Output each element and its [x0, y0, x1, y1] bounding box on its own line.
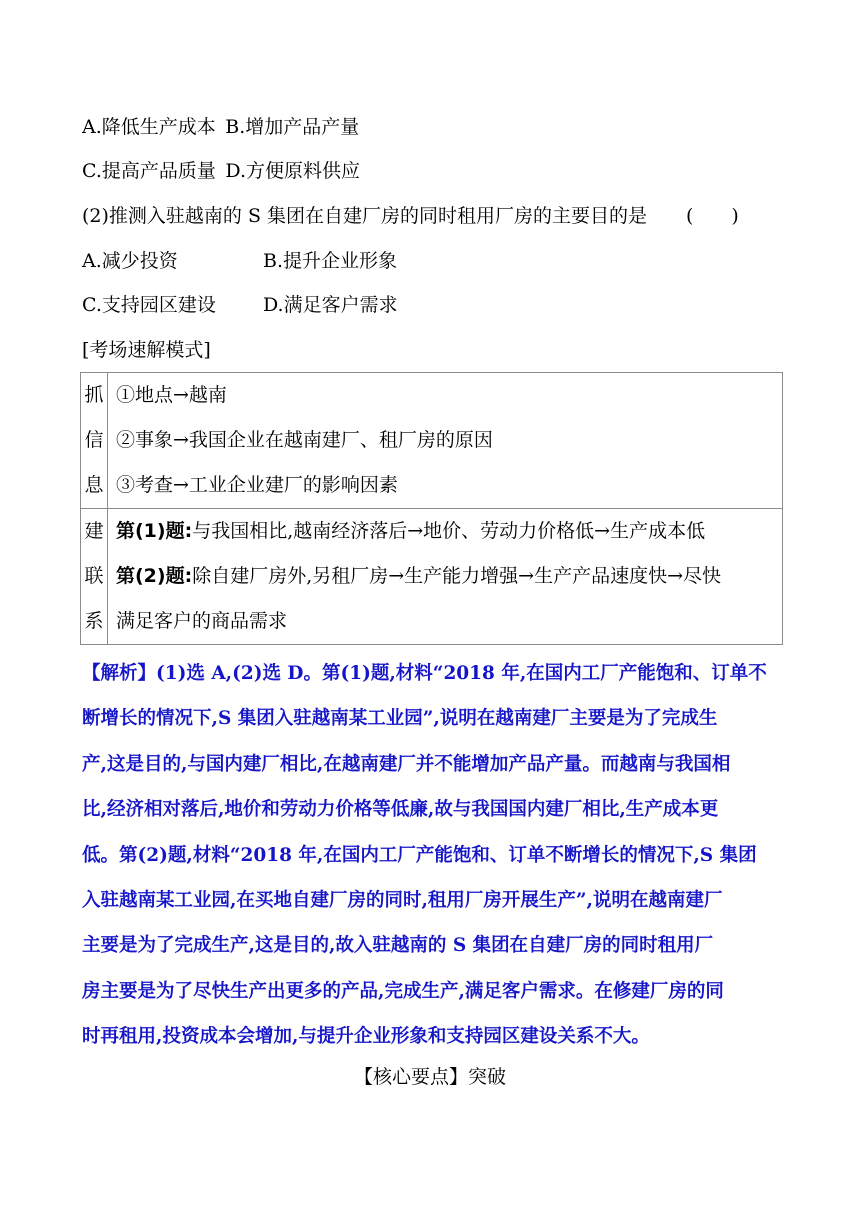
info-line-3: ③考查→工业企业建厂的影响因素 [116, 474, 398, 496]
link-line-1 [108, 509, 782, 554]
link2-bold: 第(2)题: [116, 565, 193, 587]
link-line-2 [108, 554, 782, 599]
analysis-line-3: 产,这是目的,与国内建厂相比,在越南建厂并不能增加产品产量。而越南与我国相 [82, 753, 731, 775]
link-line-3: 满足客户的商品需求 [116, 610, 288, 632]
q1-option-a: A.降低生产成本 [82, 116, 216, 138]
q2-option-a: A.减少投资 [82, 250, 178, 272]
info-line-2: ②事象→我国企业在越南建厂、租厂房的原因 [116, 429, 493, 451]
info-body-cell [108, 373, 783, 509]
analysis-line-6: 入驻越南某工业园,在买地自建厂房的同时,租用厂房开展生产”,说明在越南建厂 [82, 890, 723, 912]
info-label-cell [81, 373, 108, 509]
table-row-info [81, 373, 783, 509]
mode-title: [考场速解模式] [82, 339, 211, 361]
analysis-line-8: 房主要是为了尽快生产出更多的产品,完成生产,满足客户需求。在修建厂房的同 [82, 980, 724, 1002]
analysis-line-7: 主要是为了完成生产,这是目的,故入驻越南的 S 集团在自建厂房的同时租用厂 [82, 935, 714, 957]
analysis-line-9: 时再租用,投资成本会增加,与提升企业形象和支持园区建设关系不大。 [82, 1026, 650, 1048]
section-heading: 【核心要点】突破 [353, 1066, 506, 1088]
q1-options-row-1 [82, 114, 359, 140]
q2-option-b: B.提升企业形象 [263, 250, 398, 272]
q1-option-b: B.增加产品产量 [225, 116, 360, 138]
table-row-link [81, 509, 783, 645]
q1-options-row-2 [82, 158, 360, 184]
q2-option-d: D.满足客户需求 [263, 294, 398, 316]
analysis-paragraph [82, 651, 778, 1060]
link-label-cell [81, 509, 108, 645]
q2-answer-paren: ( ) [686, 205, 739, 227]
analysis-line-2: 断增长的情况下,S 集团入驻越南某工业园”,说明在越南建厂主要是为了完成生 [82, 708, 718, 730]
link-label-char-1: 建 [84, 520, 104, 542]
analysis-line-4: 比,经济相对落后,地价和劳动力价格等低廉,故与我国国内建厂相比,生产成本更 [82, 799, 719, 821]
link-label-char-2: 联 [84, 565, 104, 587]
link1-bold: 第(1)题: [116, 520, 193, 542]
analysis-line-1: 【解析】(1)选 A,(2)选 D。第(1)题,材料“2018 年,在国内工厂产能饱和、订单不 [82, 663, 767, 684]
link2-text: 除自建厂房外,另租厂房→生产能力增强→生产产品速度快→尽快 [192, 565, 721, 587]
link-label-char-3: 系 [84, 610, 104, 632]
info-label-char-1: 抓 [84, 384, 104, 406]
q2-option-c: C.支持园区建设 [82, 294, 216, 316]
q1-option-c: C.提高产品质量 [82, 160, 216, 182]
link1-text: 与我国相比,越南经济落后→地价、劳动力价格低→生产成本低 [192, 520, 706, 542]
q2-stem: (2)推测入驻越南的 S 集团在自建厂房的同时租用厂房的主要目的是 [82, 205, 648, 227]
link-body-cell [108, 509, 783, 645]
q1-option-d: D.方便原料供应 [225, 160, 361, 182]
info-line-1: ①地点→越南 [116, 384, 227, 406]
info-label-char-3: 息 [84, 474, 104, 496]
solve-mode-table [80, 372, 783, 645]
analysis-line-5: 低。第(2)题,材料“2018 年,在国内工厂产能饱和、订单不断增长的情况下,S 集团 [82, 844, 757, 866]
info-label-char-2: 信 [84, 429, 104, 451]
